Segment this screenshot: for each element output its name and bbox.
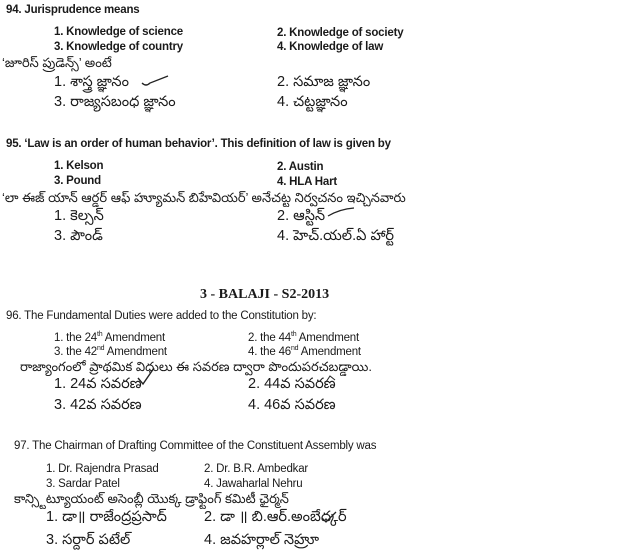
telugu-question: ‘లా ఈజ్ యాన్ ఆర్డర్ ఆఫ్ హ్యూమన్ బిహేవియర్’ అనేచట్ట నిర్వచనం ఇచ్చినవారు <box>2 190 406 205</box>
option: 2. Austin <box>277 161 324 173</box>
check-mark-icon <box>320 510 338 524</box>
option <box>54 345 167 358</box>
telugu-option: 2. సమాజ జ్ఞానం <box>277 74 371 90</box>
telugu-option: 4. హెచ్.యల్.ఏ హార్ట్ <box>277 228 395 244</box>
section-heading: 3 - BALAJI - S2-2013 <box>200 287 330 302</box>
option: 4. HLA Hart <box>277 176 337 188</box>
option: 2. Knowledge of society <box>277 27 404 39</box>
option-text: 1. the 24 <box>54 331 97 344</box>
option-sup: nd <box>96 345 105 352</box>
option: 3. Sardar Patel <box>46 478 120 490</box>
telugu-option: 3. సర్దార్ పటేల్ <box>46 532 131 548</box>
telugu-option: 1. 24వ సవరణ <box>54 376 142 392</box>
option-text: Amendment <box>298 345 361 358</box>
telugu-option: 2. డా ॥ బి.ఆర్.అంబేద్కర్ <box>204 509 347 525</box>
telugu-option: 2. ఆస్టిన్ <box>277 208 326 224</box>
telugu-option: 4. జవహర్లాల్ నెహ్రూ <box>204 532 320 548</box>
option-text: Amendment <box>104 345 167 358</box>
telugu-question: రాజ్యాంగంలో ప్రాథమిక విధులు ఈ సవరణ ద్వారా పొందుపరచబడ్డాయి. <box>20 359 372 374</box>
telugu-option: 3. 42వ సవరణ <box>54 397 142 413</box>
option-text: Amendment <box>102 331 165 344</box>
telugu-question: కాన్స్టిట్యూయంట్ అసెంబ్లీ యొక్క డ్రాఫ్టింగ్ కమిటీ ఛైర్మన్ <box>14 491 289 506</box>
option: 1. Kelson <box>54 160 104 172</box>
option: 4. Knowledge of law <box>277 41 384 53</box>
check-mark-icon <box>140 74 170 88</box>
question-96-title: 96. The Fundamental Duties were added to the Constitution by: <box>6 310 317 322</box>
option <box>54 331 165 344</box>
question-95-title: 95. ‘Law is an order of human behavior’. This definition of law is given by <box>6 138 391 150</box>
telugu-option: 1. శాస్త్ర జ్ఞానం <box>54 74 129 90</box>
option-sup: th <box>96 331 103 338</box>
option: 4. Jawaharlal Nehru <box>204 478 303 490</box>
telugu-option: 2. 44వ సవరణ <box>248 376 336 392</box>
telugu-option: 1. డా॥ రాజేంద్రప్రసాద్ <box>46 509 167 525</box>
telugu-option: 3. పౌండ్ <box>54 228 103 244</box>
check-mark-icon <box>326 206 356 220</box>
option: 3. Pound <box>54 175 101 187</box>
check-mark-icon <box>136 366 156 386</box>
telugu-option: 4. 46వ సవరణ <box>248 397 336 413</box>
option: 1. Knowledge of science <box>54 26 183 38</box>
option-sup: th <box>290 331 297 338</box>
option-text: 4. the 46 <box>248 345 291 358</box>
telugu-option: 1. కెల్సన్ <box>54 208 104 224</box>
check-mark-icon <box>325 374 337 386</box>
question-94-title: 94. Jurisprudence means <box>6 4 140 16</box>
option <box>248 345 361 358</box>
option: 2. Dr. B.R. Ambedkar <box>204 463 309 475</box>
telugu-option: 3. రాజ్యసబంధ జ్ఞానం <box>54 94 176 110</box>
option <box>248 331 359 344</box>
option: 3. Knowledge of country <box>54 41 183 53</box>
option-text: 3. the 42 <box>54 345 97 358</box>
option: 1. Dr. Rajendra Prasad <box>46 463 159 475</box>
option-sup: nd <box>290 345 299 352</box>
telugu-question: ‘జూరిస్ ప్రుడెన్స్’ అంటే <box>2 55 112 70</box>
option-text: Amendment <box>296 331 359 344</box>
question-97-title: 97. The Chairman of Drafting Committee of the Constituent Assembly was <box>14 440 377 452</box>
option-text: 2. the 44 <box>248 331 291 344</box>
telugu-option: 4. చట్టజ్ఞానం <box>277 94 348 110</box>
